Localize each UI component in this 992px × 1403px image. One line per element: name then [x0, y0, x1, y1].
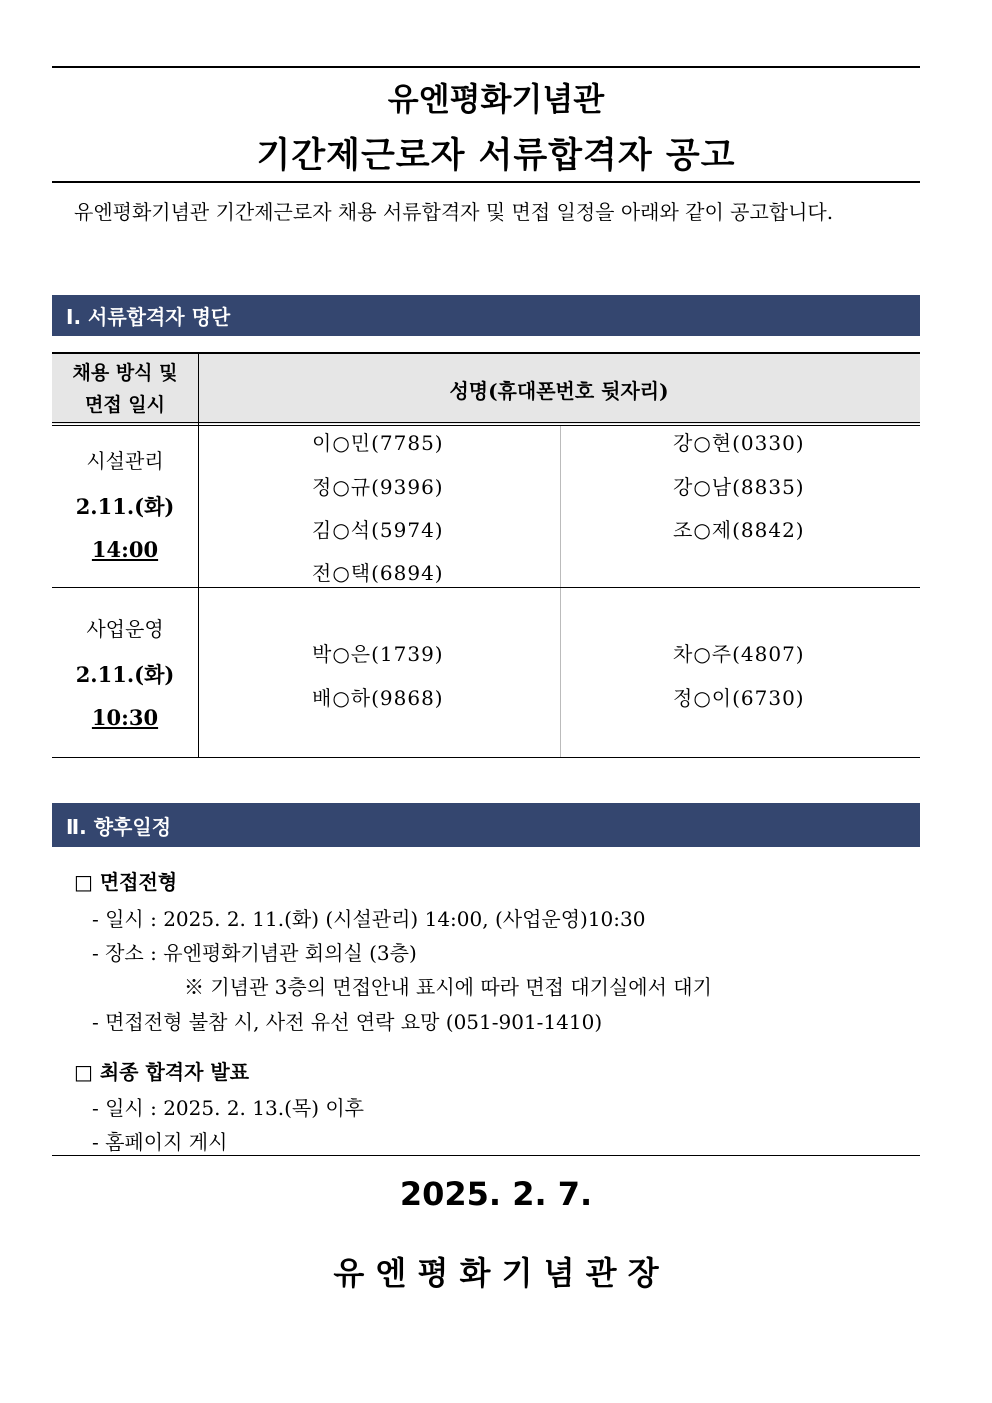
- interview-title: □ 면접전형: [74, 870, 178, 894]
- header-left: [52, 354, 198, 424]
- interview-line-1: - 일시 : 2025. 2. 11.(화) (시설관리) 14:00, (사업운영)10:30: [92, 907, 646, 931]
- title-line1: 유엔평화기념관: [387, 80, 605, 118]
- row-divider: [52, 587, 920, 588]
- row2-right-name-2: 정○이(6730): [673, 686, 805, 710]
- interview-line-2: - 장소 : 유엔평화기념관 회의실 (3층): [92, 941, 417, 965]
- final-line-2: - 홈페이지 게시: [92, 1130, 228, 1154]
- row1-right-name-3: 조○제(8842): [673, 518, 805, 542]
- row2-time-cell: [52, 705, 198, 730]
- row1-date: 2.11.(화): [75, 494, 175, 519]
- row1-left-name-4: 전○택(6894): [312, 561, 444, 585]
- section2-heading: [52, 803, 920, 847]
- header-bottom-rule-1: [52, 422, 920, 423]
- row2-left-name-2: 배○하(9868): [312, 686, 444, 710]
- row1-left-name-3: 김○석(5974): [312, 518, 444, 542]
- row1-right-name-1: 강○현(0330): [673, 431, 805, 455]
- title-line2: 기간제근로자 서류합격자 공고: [256, 136, 736, 176]
- section1-heading: [52, 295, 920, 336]
- row2-time: 10:30: [91, 705, 159, 730]
- section1-heading-text: Ⅰ. 서류합격자 명단: [66, 305, 231, 329]
- row1-right-name-2: 강○남(8835): [673, 475, 805, 499]
- table-header: [52, 352, 920, 424]
- footer-date: 2025. 2. 7.: [399, 1175, 593, 1213]
- final-line-1: - 일시 : 2025. 2. 13.(목) 이후: [92, 1096, 364, 1120]
- row2-date: 2.11.(화): [75, 662, 175, 687]
- row2-right-name-1: 차○주(4807): [673, 642, 805, 666]
- column-divider-middle: [560, 426, 561, 758]
- top-rule: [52, 66, 920, 68]
- intro-text: 유엔평화기념관 기간제근로자 채용 서류합격자 및 면접 일정을 아래와 같이 공고합니다.: [74, 200, 834, 224]
- footer-issuer: 유 엔 평 화 기 념 관 장: [333, 1254, 659, 1292]
- row2-category: 사업운영: [86, 617, 164, 641]
- final-title: □ 최종 합격자 발표: [74, 1060, 250, 1084]
- row1-time-cell: [52, 537, 198, 562]
- column-divider-left: [198, 352, 199, 758]
- row2-left-name-1: 박○은(1739): [312, 642, 444, 666]
- row1-category: 시설관리: [86, 449, 164, 473]
- header-left-line2: 면접 일시: [84, 394, 166, 416]
- row1-time: 14:00: [91, 537, 159, 562]
- interview-line-4: - 면접전형 불참 시, 사전 유선 연락 요망 (051-901-1410): [92, 1010, 603, 1034]
- header-left-line1: 채용 방식 및: [72, 362, 178, 384]
- footer-rule: [52, 1155, 920, 1156]
- header-right: 성명(휴대폰번호 뒷자리): [449, 378, 669, 403]
- row1-left-name-1: 이○민(7785): [312, 431, 444, 455]
- section2-heading-text: Ⅱ. 향후일정: [66, 814, 172, 839]
- interview-line-3: ※ 기념관 3층의 면접안내 표시에 따라 면접 대기실에서 대기: [184, 975, 712, 999]
- table-bottom-rule: [52, 757, 920, 758]
- title-rule: [52, 181, 920, 183]
- header-bottom-rule-2: [52, 425, 920, 426]
- row1-left-name-2: 정○규(9396): [312, 475, 444, 499]
